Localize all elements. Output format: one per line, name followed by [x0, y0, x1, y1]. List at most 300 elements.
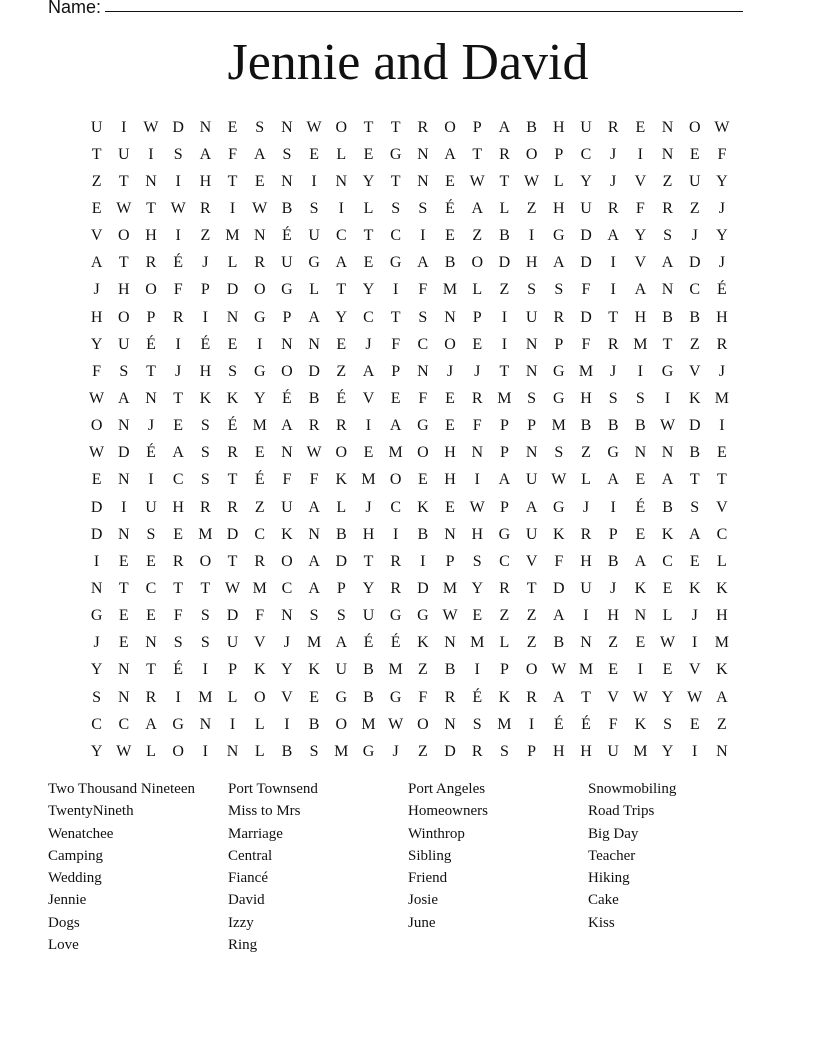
grid-letter[interactable]: M	[470, 634, 485, 652]
grid-letter[interactable]: G	[308, 254, 320, 272]
grid-letter[interactable]: D	[417, 579, 429, 597]
grid-letter[interactable]: C	[390, 227, 401, 245]
grid-letter[interactable]: G	[389, 254, 402, 272]
grid-letter[interactable]: C	[254, 525, 266, 543]
grid-letter[interactable]: S	[200, 607, 210, 625]
grid-letter[interactable]: K	[661, 525, 674, 543]
grid-letter[interactable]: C	[417, 335, 429, 353]
grid-letter[interactable]: Y	[580, 172, 592, 190]
grid-letter[interactable]: N	[661, 145, 674, 163]
grid-letter[interactable]: J	[718, 254, 726, 272]
grid-letter[interactable]: F	[255, 607, 265, 625]
grid-letter[interactable]: A	[199, 145, 212, 163]
grid-letter[interactable]: F	[282, 471, 292, 489]
grid-letter[interactable]: K	[553, 525, 565, 543]
grid-letter[interactable]: A	[335, 634, 348, 652]
grid-letter[interactable]: G	[389, 688, 402, 706]
grid-letter[interactable]: N	[118, 688, 130, 706]
grid-letter[interactable]: J	[718, 199, 726, 217]
grid-letter[interactable]: L	[553, 172, 564, 190]
grid-letter[interactable]: J	[718, 362, 726, 380]
grid-letter[interactable]: É	[173, 254, 184, 272]
grid-letter[interactable]: I	[93, 552, 100, 570]
grid-letter[interactable]: I	[420, 552, 426, 570]
grid-letter[interactable]: O	[417, 715, 429, 733]
grid-letter[interactable]: F	[173, 607, 183, 625]
grid-letter[interactable]: N	[281, 444, 293, 462]
grid-letter[interactable]: U	[580, 118, 592, 136]
grid-letter[interactable]: V	[688, 661, 701, 679]
grid-letter[interactable]: N	[226, 308, 239, 326]
grid-letter[interactable]: T	[581, 688, 591, 706]
grid-letter[interactable]: E	[254, 172, 265, 190]
grid-letter[interactable]: Y	[661, 688, 674, 706]
grid-letter[interactable]: L	[662, 607, 673, 625]
grid-letter[interactable]: T	[608, 308, 619, 326]
grid-letter[interactable]: K	[253, 661, 266, 679]
grid-letter[interactable]: N	[634, 607, 647, 625]
grid-letter[interactable]: L	[472, 281, 483, 299]
grid-letter[interactable]: E	[118, 634, 129, 652]
grid-letter[interactable]: I	[392, 525, 399, 543]
grid-letter[interactable]: T	[689, 471, 700, 489]
grid-letter[interactable]: B	[308, 389, 320, 407]
grid-letter[interactable]: R	[227, 444, 238, 462]
grid-letter[interactable]: O	[525, 145, 538, 163]
grid-letter[interactable]: T	[717, 471, 727, 489]
grid-letter[interactable]: Y	[716, 227, 728, 245]
grid-letter[interactable]: M	[578, 362, 594, 380]
grid-letter[interactable]: O	[145, 281, 157, 299]
grid-letter[interactable]: I	[175, 688, 181, 706]
grid-letter[interactable]: B	[499, 227, 510, 245]
grid-letter[interactable]: G	[281, 281, 293, 299]
grid-letter[interactable]: C	[145, 579, 157, 597]
grid-letter[interactable]: U	[308, 227, 320, 245]
grid-letter[interactable]: O	[471, 254, 483, 272]
grid-letter[interactable]: R	[227, 498, 238, 516]
grid-letter[interactable]: S	[554, 281, 564, 299]
grid-letter[interactable]: Z	[689, 199, 700, 217]
grid-letter[interactable]: É	[282, 389, 292, 407]
grid-letter[interactable]: O	[335, 715, 348, 733]
grid-letter[interactable]: P	[391, 362, 401, 380]
grid-letter[interactable]: O	[172, 742, 184, 760]
grid-letter[interactable]: Z	[91, 172, 102, 190]
grid-letter[interactable]: Z	[689, 335, 700, 353]
grid-letter[interactable]: E	[173, 525, 184, 543]
grid-letter[interactable]: J	[691, 607, 698, 625]
grid-letter[interactable]: E	[445, 498, 455, 516]
grid-letter[interactable]: F	[92, 362, 102, 380]
grid-letter[interactable]: O	[444, 335, 456, 353]
grid-letter[interactable]: C	[716, 525, 728, 543]
grid-letter[interactable]: R	[716, 335, 728, 353]
grid-letter[interactable]: N	[661, 281, 674, 299]
grid-letter[interactable]: A	[607, 227, 619, 245]
grid-letter[interactable]: T	[227, 471, 238, 489]
grid-letter[interactable]: J	[147, 417, 155, 435]
grid-letter[interactable]: G	[553, 227, 565, 245]
grid-letter[interactable]: A	[553, 607, 565, 625]
grid-letter[interactable]: M	[198, 525, 213, 543]
grid-letter[interactable]: B	[444, 254, 456, 272]
grid-letter[interactable]: L	[581, 471, 591, 489]
grid-letter[interactable]: A	[498, 471, 511, 489]
grid-letter[interactable]: S	[173, 634, 183, 652]
grid-letter[interactable]: K	[634, 715, 647, 733]
grid-letter[interactable]: E	[662, 661, 673, 679]
grid-letter[interactable]: Z	[200, 227, 211, 245]
grid-letter[interactable]: É	[553, 715, 564, 733]
grid-letter[interactable]: T	[118, 579, 129, 597]
grid-letter[interactable]: O	[199, 552, 212, 570]
grid-letter[interactable]: I	[501, 335, 508, 353]
grid-letter[interactable]: B	[635, 417, 646, 435]
grid-letter[interactable]: F	[418, 281, 428, 299]
grid-letter[interactable]: T	[526, 579, 537, 597]
grid-letter[interactable]: T	[200, 579, 211, 597]
grid-letter[interactable]: C	[335, 227, 347, 245]
grid-letter[interactable]: M	[442, 579, 458, 597]
grid-letter[interactable]: E	[146, 607, 156, 625]
grid-letter[interactable]: T	[336, 281, 347, 299]
grid-letter[interactable]: M	[714, 389, 730, 407]
grid-letter[interactable]: F	[472, 417, 482, 435]
grid-letter[interactable]: É	[445, 199, 455, 217]
grid-letter[interactable]: S	[200, 444, 210, 462]
grid-letter[interactable]: G	[553, 362, 565, 380]
grid-letter[interactable]: E	[472, 335, 483, 353]
grid-letter[interactable]: A	[308, 552, 320, 570]
grid-letter[interactable]: T	[390, 118, 401, 136]
grid-letter[interactable]: V	[90, 227, 103, 245]
grid-letter[interactable]: I	[202, 308, 208, 326]
grid-letter[interactable]: I	[257, 335, 263, 353]
grid-letter[interactable]: E	[717, 444, 727, 462]
grid-letter[interactable]: S	[635, 389, 645, 407]
grid-letter[interactable]: L	[499, 634, 510, 652]
grid-letter[interactable]: W	[714, 118, 730, 136]
grid-letter[interactable]: L	[254, 742, 265, 760]
grid-letter[interactable]: I	[175, 172, 181, 190]
grid-letter[interactable]: O	[281, 362, 293, 380]
grid-letter[interactable]: N	[90, 579, 103, 597]
grid-letter[interactable]: U	[335, 661, 348, 679]
grid-letter[interactable]: E	[336, 335, 347, 353]
grid-letter[interactable]: R	[662, 199, 673, 217]
grid-letter[interactable]: S	[663, 715, 672, 733]
grid-letter[interactable]: U	[281, 254, 293, 272]
grid-letter[interactable]: A	[417, 254, 429, 272]
grid-letter[interactable]: S	[391, 199, 401, 217]
grid-letter[interactable]: I	[583, 607, 589, 625]
grid-letter[interactable]: T	[227, 552, 238, 570]
grid-letter[interactable]: O	[335, 118, 348, 136]
grid-letter[interactable]: W	[224, 579, 241, 597]
grid-letter[interactable]: E	[363, 145, 374, 163]
grid-letter[interactable]: I	[121, 118, 127, 136]
grid-letter[interactable]: G	[335, 688, 348, 706]
grid-letter[interactable]: A	[172, 444, 184, 462]
grid-letter[interactable]: O	[389, 471, 402, 489]
grid-letter[interactable]: E	[227, 335, 238, 353]
grid-letter[interactable]: G	[253, 362, 266, 380]
grid-letter[interactable]: U	[362, 607, 375, 625]
grid-letter[interactable]: S	[173, 145, 183, 163]
grid-letter[interactable]: B	[553, 634, 565, 652]
grid-letter[interactable]: N	[118, 661, 130, 679]
grid-letter[interactable]: E	[635, 634, 646, 652]
grid-letter[interactable]: B	[662, 498, 673, 516]
grid-letter[interactable]: R	[444, 688, 456, 706]
grid-letter[interactable]: A	[308, 498, 320, 516]
grid-letter[interactable]: G	[553, 498, 565, 516]
grid-letter[interactable]: N	[226, 742, 239, 760]
grid-letter[interactable]: V	[688, 362, 701, 380]
grid-letter[interactable]: T	[146, 362, 156, 380]
grid-letter[interactable]: T	[146, 199, 156, 217]
grid-letter[interactable]: J	[93, 634, 100, 652]
grid-letter[interactable]: B	[580, 417, 592, 435]
grid-letter[interactable]: T	[363, 227, 374, 245]
grid-letter[interactable]: Z	[717, 715, 727, 733]
grid-letter[interactable]: M	[442, 281, 458, 299]
grid-letter[interactable]: E	[173, 417, 184, 435]
grid-letter[interactable]: B	[281, 199, 293, 217]
grid-letter[interactable]: E	[118, 552, 129, 570]
grid-letter[interactable]: R	[254, 552, 266, 570]
grid-letter[interactable]: R	[499, 579, 510, 597]
grid-letter[interactable]: A	[716, 688, 728, 706]
grid-letter[interactable]: M	[225, 227, 240, 245]
grid-letter[interactable]: B	[444, 661, 456, 679]
grid-letter[interactable]: R	[499, 145, 510, 163]
grid-letter[interactable]: K	[634, 579, 647, 597]
grid-letter[interactable]: O	[525, 661, 538, 679]
grid-letter[interactable]: H	[362, 525, 375, 543]
grid-letter[interactable]: P	[472, 308, 482, 326]
grid-letter[interactable]: I	[474, 661, 480, 679]
grid-letter[interactable]: Z	[254, 498, 265, 516]
grid-letter[interactable]: Y	[90, 661, 103, 679]
grid-letter[interactable]: R	[471, 389, 483, 407]
grid-letter[interactable]: S	[200, 634, 210, 652]
grid-letter[interactable]: R	[607, 118, 619, 136]
grid-letter[interactable]: J	[446, 362, 454, 380]
grid-letter[interactable]: W	[442, 607, 458, 625]
grid-letter[interactable]: Y	[335, 308, 348, 326]
grid-letter[interactable]: M	[388, 444, 403, 462]
grid-letter[interactable]: S	[228, 362, 237, 380]
grid-letter[interactable]: U	[607, 742, 619, 760]
grid-letter[interactable]: E	[309, 145, 319, 163]
grid-letter[interactable]: É	[581, 715, 591, 733]
grid-letter[interactable]: J	[610, 145, 617, 163]
grid-letter[interactable]: Y	[281, 661, 293, 679]
grid-letter[interactable]: G	[417, 607, 429, 625]
grid-letter[interactable]: G	[253, 308, 266, 326]
grid-letter[interactable]: V	[634, 254, 647, 272]
grid-letter[interactable]: P	[499, 444, 509, 462]
grid-letter[interactable]: M	[551, 417, 566, 435]
grid-letter[interactable]: S	[690, 498, 700, 516]
grid-letter[interactable]: B	[607, 417, 619, 435]
grid-letter[interactable]: Z	[581, 444, 591, 462]
grid-letter[interactable]: I	[637, 145, 643, 163]
grid-letter[interactable]: B	[308, 715, 320, 733]
grid-letter[interactable]: G	[90, 607, 103, 625]
grid-letter[interactable]: P	[527, 417, 537, 435]
grid-letter[interactable]: N	[281, 172, 293, 190]
grid-letter[interactable]: R	[607, 335, 619, 353]
grid-letter[interactable]: S	[146, 525, 156, 543]
grid-letter[interactable]: C	[662, 552, 673, 570]
grid-letter[interactable]: E	[91, 199, 102, 217]
grid-letter[interactable]: J	[365, 335, 372, 353]
grid-letter[interactable]: Y	[362, 172, 375, 190]
grid-letter[interactable]: É	[173, 661, 184, 679]
grid-letter[interactable]: O	[118, 308, 130, 326]
grid-letter[interactable]: T	[472, 145, 483, 163]
grid-letter[interactable]: S	[472, 715, 482, 733]
grid-letter[interactable]: G	[498, 525, 511, 543]
grid-letter[interactable]: S	[336, 607, 346, 625]
grid-letter[interactable]: T	[146, 661, 156, 679]
grid-letter[interactable]: F	[228, 145, 237, 163]
grid-letter[interactable]: T	[390, 308, 401, 326]
grid-letter[interactable]: W	[687, 688, 703, 706]
grid-letter[interactable]: H	[172, 498, 184, 516]
grid-letter[interactable]: E	[445, 389, 455, 407]
grid-letter[interactable]: Y	[634, 227, 647, 245]
grid-letter[interactable]: I	[610, 254, 616, 272]
grid-letter[interactable]: W	[469, 498, 485, 516]
grid-letter[interactable]: S	[309, 199, 319, 217]
grid-letter[interactable]: L	[336, 145, 347, 163]
grid-letter[interactable]: A	[335, 254, 348, 272]
grid-letter[interactable]: Z	[526, 634, 537, 652]
grid-letter[interactable]: N	[335, 172, 348, 190]
grid-letter[interactable]: P	[336, 579, 346, 597]
grid-letter[interactable]: T	[499, 172, 510, 190]
grid-letter[interactable]: É	[282, 227, 292, 245]
grid-letter[interactable]: V	[607, 688, 619, 706]
grid-letter[interactable]: G	[389, 607, 402, 625]
grid-letter[interactable]: T	[118, 172, 129, 190]
grid-letter[interactable]: E	[309, 688, 319, 706]
grid-letter[interactable]: W	[116, 742, 132, 760]
grid-letter[interactable]: A	[525, 498, 538, 516]
grid-letter[interactable]: H	[118, 281, 130, 299]
grid-letter[interactable]: L	[336, 498, 347, 516]
grid-letter[interactable]: E	[445, 227, 455, 245]
grid-letter[interactable]: P	[499, 417, 509, 435]
grid-letter[interactable]: K	[716, 579, 728, 597]
grid-letter[interactable]: T	[91, 145, 102, 163]
grid-letter[interactable]: N	[145, 389, 157, 407]
grid-letter[interactable]: C	[390, 498, 401, 516]
name-field[interactable]	[48, 0, 743, 18]
grid-letter[interactable]: T	[173, 389, 184, 407]
grid-letter[interactable]: I	[528, 227, 535, 245]
grid-letter[interactable]: H	[471, 525, 483, 543]
grid-letter[interactable]: D	[226, 525, 239, 543]
grid-letter[interactable]: I	[121, 498, 127, 516]
grid-letter[interactable]: T	[363, 552, 374, 570]
grid-letter[interactable]: I	[610, 498, 616, 516]
grid-letter[interactable]: N	[199, 118, 212, 136]
grid-letter[interactable]: J	[93, 281, 100, 299]
grid-letter[interactable]: R	[471, 742, 483, 760]
grid-letter[interactable]: G	[607, 444, 619, 462]
grid-letter[interactable]: Y	[253, 389, 266, 407]
grid-letter[interactable]: S	[282, 145, 292, 163]
grid-letter[interactable]: U	[525, 525, 538, 543]
grid-letter[interactable]: K	[688, 579, 701, 597]
grid-letter[interactable]: R	[417, 118, 429, 136]
grid-letter[interactable]: H	[199, 362, 212, 380]
grid-letter[interactable]: B	[607, 552, 619, 570]
grid-letter[interactable]: M	[388, 661, 403, 679]
grid-letter[interactable]: M	[361, 471, 376, 489]
grid-letter[interactable]: Z	[662, 172, 673, 190]
grid-letter[interactable]: E	[689, 552, 700, 570]
grid-letter[interactable]: I	[365, 417, 372, 435]
grid-letter[interactable]: É	[146, 335, 156, 353]
grid-letter[interactable]: C	[689, 281, 701, 299]
grid-letter[interactable]: I	[202, 742, 208, 760]
grid-letter[interactable]: P	[499, 498, 509, 516]
grid-letter[interactable]: E	[254, 444, 265, 462]
grid-letter[interactable]: U	[281, 498, 293, 516]
grid-letter[interactable]: H	[553, 199, 565, 217]
grid-letter[interactable]: A	[634, 552, 647, 570]
grid-letter[interactable]: J	[283, 634, 291, 652]
grid-letter[interactable]: I	[692, 634, 698, 652]
grid-letter[interactable]: N	[118, 525, 130, 543]
grid-letter[interactable]: F	[635, 199, 645, 217]
grid-letter[interactable]: K	[417, 634, 429, 652]
grid-letter[interactable]: D	[580, 227, 592, 245]
grid-letter[interactable]: N	[525, 444, 538, 462]
grid-letter[interactable]: I	[338, 199, 344, 217]
grid-letter[interactable]: W	[252, 199, 268, 217]
grid-letter[interactable]: O	[253, 281, 266, 299]
grid-letter[interactable]: A	[281, 417, 293, 435]
grid-letter[interactable]: N	[145, 172, 157, 190]
grid-letter[interactable]: G	[661, 362, 674, 380]
grid-letter[interactable]: E	[635, 471, 646, 489]
grid-letter[interactable]: W	[632, 688, 648, 706]
grid-letter[interactable]: D	[90, 498, 103, 516]
grid-letter[interactable]: L	[227, 254, 238, 272]
grid-letter[interactable]: W	[170, 199, 186, 217]
grid-letter[interactable]: L	[254, 715, 265, 733]
grid-letter[interactable]: F	[608, 715, 618, 733]
grid-letter[interactable]: L	[309, 281, 319, 299]
grid-letter[interactable]: N	[253, 227, 266, 245]
grid-letter[interactable]: E	[608, 661, 619, 679]
grid-letter[interactable]: T	[363, 118, 374, 136]
grid-letter[interactable]: A	[118, 389, 130, 407]
grid-letter[interactable]: F	[418, 389, 428, 407]
grid-letter[interactable]: L	[499, 199, 510, 217]
grid-letter[interactable]: E	[227, 118, 238, 136]
grid-letter[interactable]: N	[444, 525, 456, 543]
grid-letter[interactable]: D	[553, 579, 565, 597]
grid-letter[interactable]: G	[553, 389, 565, 407]
